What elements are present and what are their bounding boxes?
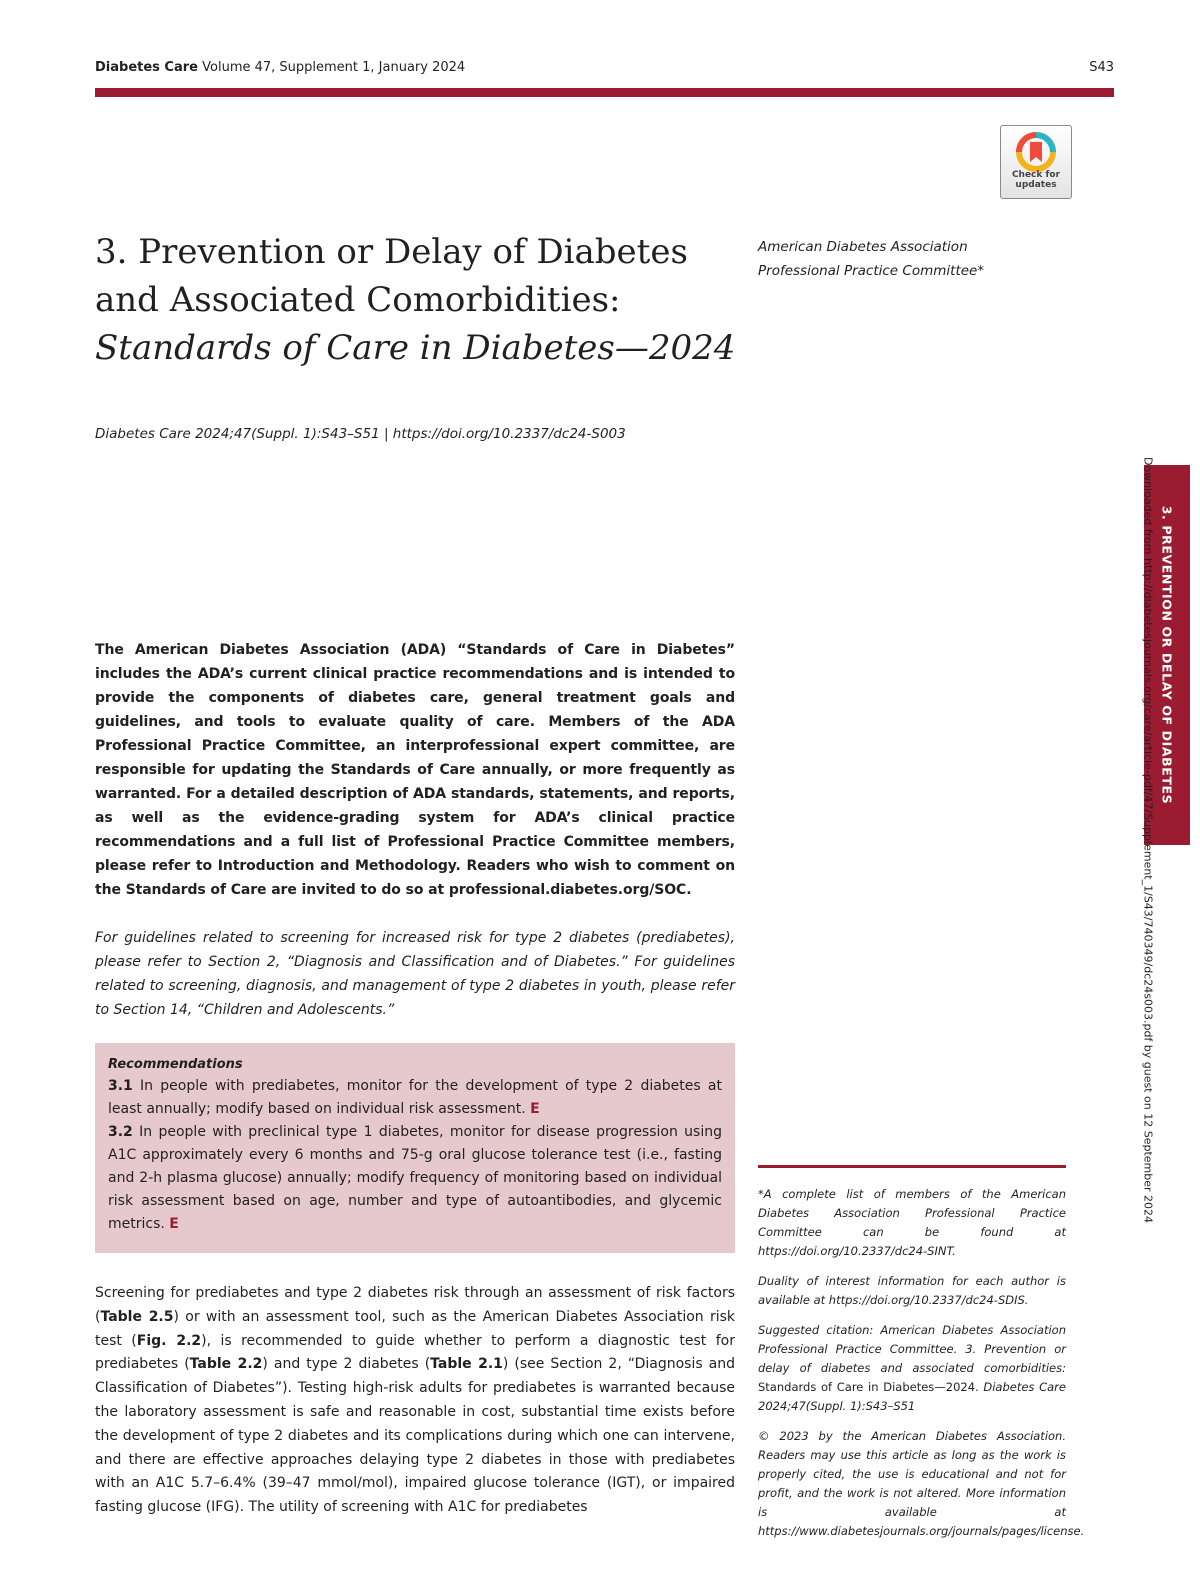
body-text-segment: Screening for prediabetes and type 2 diabetes risk through an assessment of risk factors (	[95, 1285, 735, 1325]
suggested-citation-part: Standards of Care in Diabetes—2024.	[758, 1380, 984, 1394]
title-main: 3. Prevention or Delay of Diabetes and Associated Comorbidities:	[95, 232, 688, 320]
body-text-segment: ) and type 2 diabetes (	[262, 1356, 431, 1373]
crossmark-label	[1001, 170, 1071, 190]
recommendation-item	[108, 1075, 722, 1121]
copyright-note: © 2023 by the American Diabetes Association. Readers may use this article as long as the work is properly cited, the use is educational and not for profit, and the work is not altered. More information is available at https://www.diabetesjournals.org/journals/pages/license.	[758, 1429, 1085, 1538]
table-reference-link[interactable]: Table 2.2	[189, 1356, 263, 1373]
header-rule	[95, 88, 1114, 97]
abstract: The American Diabetes Association (ADA) “Standards of Care in Diabetes” includes the ADA’s current clinical practice recommendations and is intended to provide the components of diabetes care, general treatment goals and guidelines, and tools to evaluate quality of care. Members of the ADA Professional Practice Committee, an interprofessional expert committee, are responsible for updating the Standards of Care annually, or more frequently as warranted. For a detailed description of ADA standards, statements, and reports, as well as the evidence-grading system for ADA’s clinical practice recommendations and a full list of Professional Practice Committee members, please refer to Introduction and Methodology. Readers who wish to comment on the Standards of Care are invited to do so at professional.diabetes.org/SOC.	[95, 642, 735, 898]
crossmark-label-line1: Check for	[1011, 170, 1061, 180]
recommendation-item	[108, 1121, 722, 1236]
author-line-2: Professional Practice Committee*	[758, 263, 985, 279]
article-title	[95, 228, 745, 372]
suggested-citation	[758, 1321, 1066, 1416]
guidance-note: For guidelines related to screening for increased risk for type 2 diabetes (prediabetes), please refer to Section 2, “Diagnosis and Classification and of Diabetes.” For guidelines related to screening, diagnosis, and management of type 2 diabetes in youth, please refer to Section 14, “Children and Adolescents.”	[95, 930, 735, 1018]
table-reference-link[interactable]: Table 2.1	[430, 1356, 503, 1373]
recommendation-text: In people with preclinical type 1 diabetes, monitor for disease progression using A1C approximately every 6 months and 75-g oral glucose tolerance test (i.e., fasting and 2-h plasma glucose) annually; modify frequency of monitoring based on individual risk assessment based on age, number and type of autoantibodies, and glycemic metrics.	[108, 1124, 722, 1232]
evidence-grade: E	[169, 1216, 179, 1232]
recommendation-text: In people with prediabetes, monitor for the development of type 2 diabetes at least annually; modify based on individual risk assessment.	[108, 1078, 722, 1117]
author-line-1: American Diabetes Association	[758, 239, 968, 255]
recommendations-heading: Recommendations	[108, 1057, 243, 1072]
recommendation-number: 3.1	[108, 1078, 133, 1094]
title-italic: Standards of Care in Diabetes—2024	[95, 328, 736, 368]
body-text-segment: ) or with an assessment tool, such as the American Diabetes Association risk test (	[95, 1308, 735, 1349]
crossmark-label-line2: updates	[1015, 180, 1057, 190]
suggested-citation-part: Suggested citation: American Diabetes Association Professional Practice Committee. 3. Prevention or delay of diabetes and associated comorbidities:	[758, 1323, 1066, 1375]
crossmark-icon	[1016, 132, 1056, 172]
evidence-grade: E	[530, 1101, 540, 1117]
recommendation-number: 3.2	[108, 1124, 133, 1140]
download-note-text: Downloaded from http://diabetesjournals.org/care/article-pdf/47/Supplement_1/S43/740349/dc24s003.pdf by guest on 12 September 2024	[1141, 456, 1155, 1224]
section-tab-text: 3. PREVENTION OR DELAY OF DIABETES	[1159, 505, 1175, 805]
duality-note: Duality of interest information for each author is available at https://doi.org/10.2337/dc24-SDIS.	[758, 1274, 1066, 1307]
journal-name: Diabetes Care	[95, 60, 198, 75]
suggested-citation-part: Diabetes Care 2024;47(Suppl. 1):S43–S51	[758, 1380, 1066, 1413]
body-text-segment: ) (see Section 2, “Diagnosis and Classification of Diabetes”). Testing high-risk adults for prediabetes is warranted because the laboratory assessment is safe and reasonable in cost, substantial time exists before the development of type 2 diabetes and its complications during which one can intervene, and there are effective approaches delaying type 2 diabetes in those with prediabetes with an A1C 5.7–6.4% (39–47 mmol/mol), impaired glucose tolerance (IGT), or impaired fasting glucose (IFG). The utility of screening with A1C for prediabetes	[95, 1356, 735, 1516]
author-byline	[758, 235, 1078, 283]
table-reference-link[interactable]: Table 2.5	[100, 1308, 174, 1325]
sidenote-rule	[758, 1165, 1066, 1168]
running-head	[95, 60, 1114, 80]
body-paragraph	[95, 1282, 735, 1520]
sidenotes	[758, 1185, 1085, 1552]
committee-note: *A complete list of members of the American Diabetes Association Professional Practice Committee can be found at https://doi.org/10.2337/dc24-SINT.	[758, 1187, 1066, 1258]
page-number: S43	[1089, 60, 1114, 75]
recommendations-box	[95, 1043, 735, 1253]
citation-doi-line[interactable]: Diabetes Care 2024;47(Suppl. 1):S43–S51 | https://doi.org/10.2337/dc24-S003	[95, 426, 626, 442]
issue-info: Volume 47, Supplement 1, January 2024	[202, 60, 466, 75]
body-text-segment: ), is recommended to guide whether to perform a diagnostic test for prediabetes (	[95, 1332, 735, 1373]
figure-reference-link[interactable]: Fig. 2.2	[136, 1332, 202, 1349]
check-for-updates-badge[interactable]	[1000, 125, 1072, 199]
